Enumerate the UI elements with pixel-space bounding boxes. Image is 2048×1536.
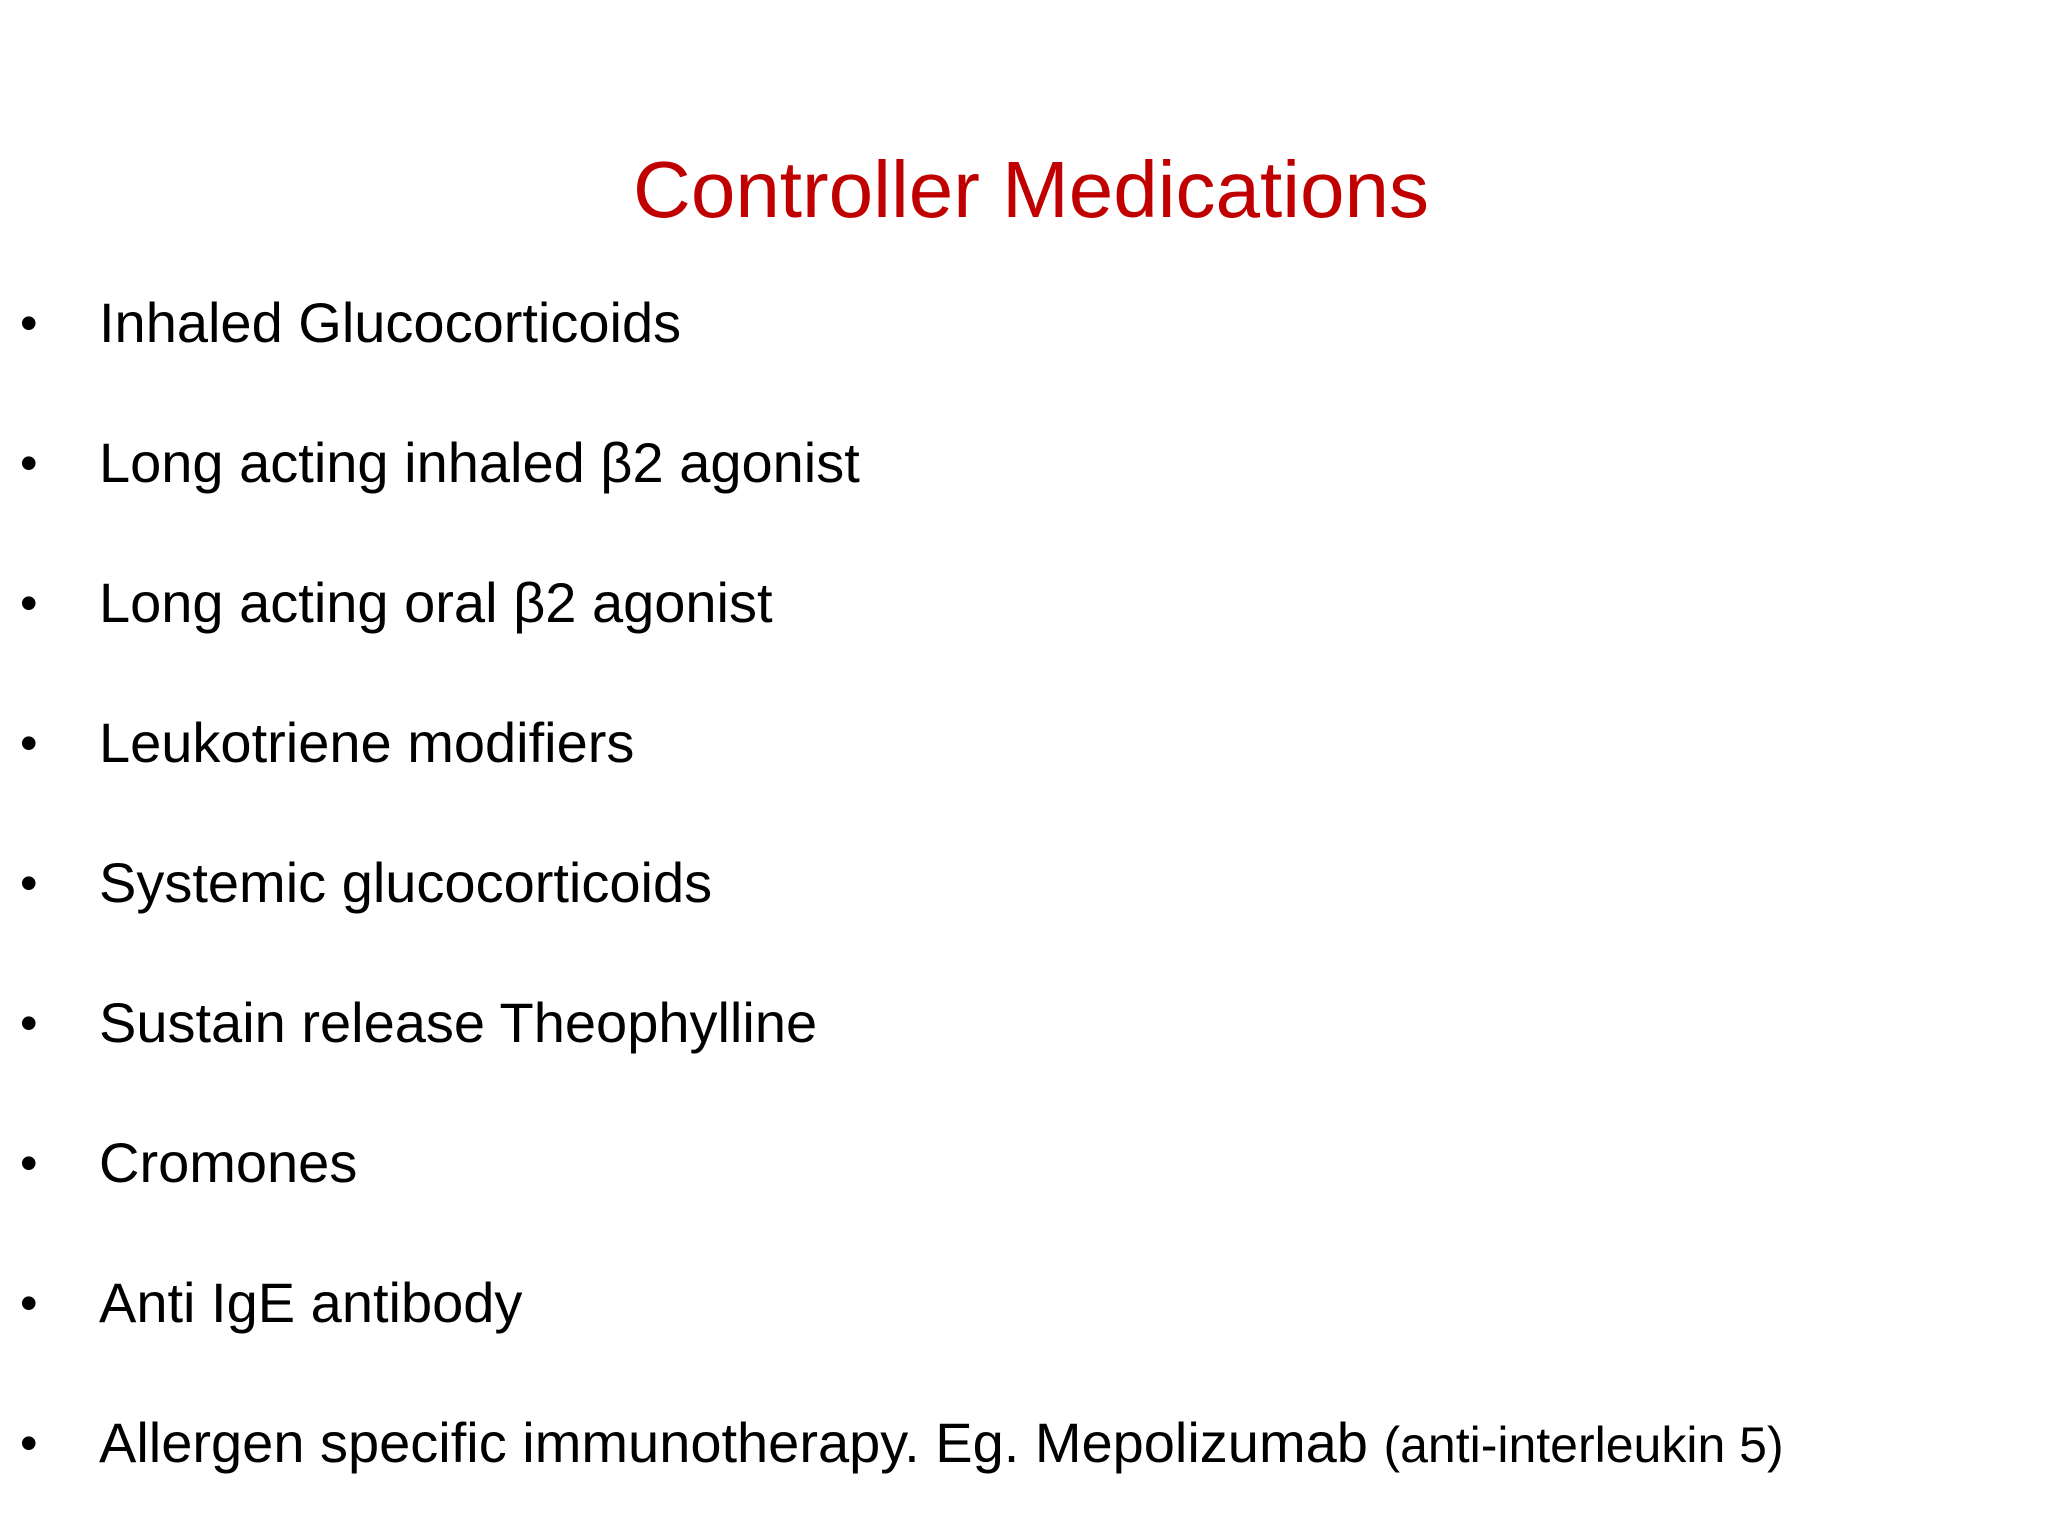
- list-item-text: Sustain release Theophylline: [99, 991, 818, 1054]
- bullet-icon: •: [20, 1275, 38, 1331]
- list-item: [0, 1403, 2048, 1536]
- bullet-icon: •: [20, 435, 38, 491]
- list-item-text: Leukotriene modifiers: [99, 711, 635, 774]
- bullet-icon: •: [20, 715, 38, 771]
- bullet-list: [0, 283, 2048, 1536]
- slide-title: Controller Medications: [633, 145, 1429, 234]
- list-item: [0, 983, 2048, 1123]
- list-item: [0, 703, 2048, 843]
- bullet-icon: •: [20, 295, 38, 351]
- list-item: [0, 423, 2048, 563]
- list-item-text: Systemic glucocorticoids: [99, 851, 713, 914]
- list-item-note: (anti-interleukin 5): [1383, 1417, 1784, 1473]
- list-item-text: Allergen specific immunotherapy. Eg. Mepolizumab: [99, 1411, 1384, 1474]
- list-item: [0, 843, 2048, 983]
- list-item: [0, 1123, 2048, 1263]
- bullet-icon: •: [20, 575, 38, 631]
- list-item: [0, 1263, 2048, 1403]
- list-item-text: Long acting inhaled β2 agonist: [99, 431, 860, 494]
- list-item: [0, 563, 2048, 703]
- list-item-text-wrapper: [99, 1403, 1784, 1485]
- list-item: [0, 283, 2048, 423]
- bullet-icon: •: [20, 1415, 38, 1471]
- list-item-text: Long acting oral β2 agonist: [99, 571, 773, 634]
- bullet-icon: •: [20, 855, 38, 911]
- list-item-text: Inhaled Glucocorticoids: [99, 291, 682, 354]
- list-item-text: Cromones: [99, 1131, 358, 1194]
- bullet-icon: •: [20, 995, 38, 1051]
- bullet-icon: •: [20, 1135, 38, 1191]
- list-item-text: Anti IgE antibody: [99, 1271, 523, 1334]
